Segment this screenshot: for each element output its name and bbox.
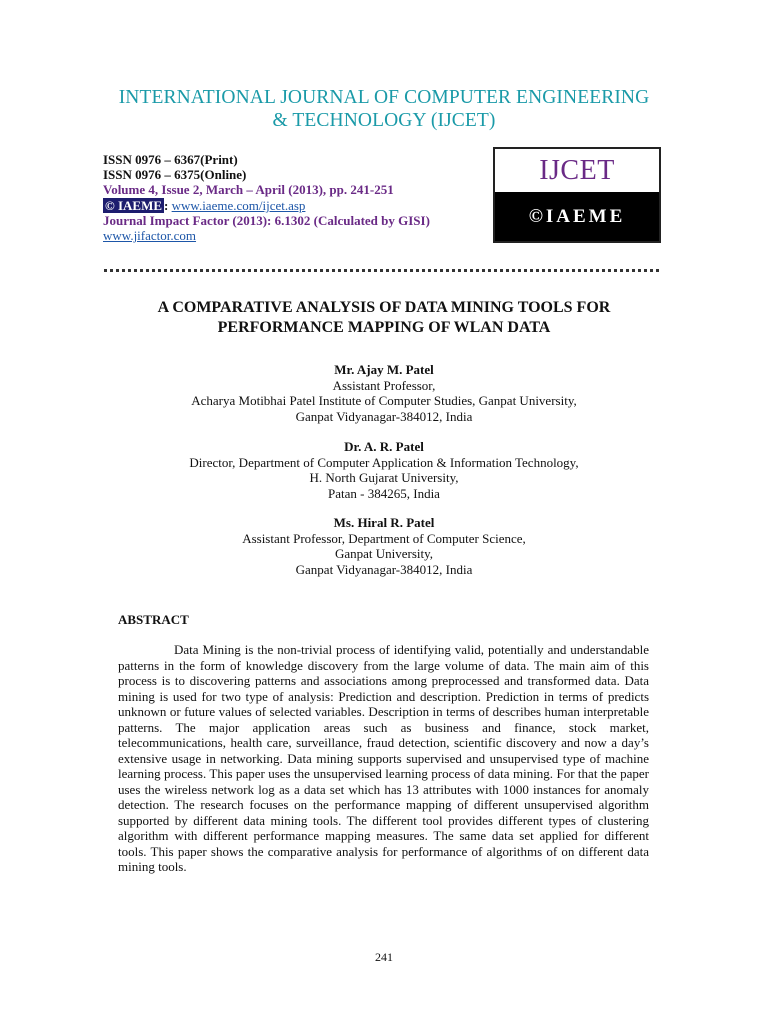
- impact-factor: Journal Impact Factor (2013): 6.1302 (Calculated by GISI): [103, 212, 430, 228]
- issn-block: [103, 152, 430, 243]
- iaeme-line: [103, 198, 430, 213]
- ijcet-logo: [493, 147, 661, 243]
- author-affiliation-line: Acharya Motibhai Patel Institute of Computer Studies, Ganpat University,: [191, 393, 577, 409]
- author-affiliation-line: Assistant Professor,: [332, 377, 436, 393]
- iaeme-tag: © IAEME: [105, 197, 163, 213]
- logo-bottom-text: ©IAEME: [495, 192, 659, 241]
- volume-info: Volume 4, Issue 2, March – April (2013), pp. 241-251: [103, 182, 394, 198]
- journal-title-line-2: & TECHNOLOGY (IJCET): [272, 110, 496, 131]
- logo-top-text: IJCET: [539, 155, 615, 186]
- author-name: Dr. A. R. Patel: [344, 439, 424, 454]
- author-affiliation-line: Ganpat Vidyanagar-384012, India: [295, 561, 473, 577]
- author-2: [0, 439, 768, 501]
- iaeme-separator: :: [164, 197, 172, 213]
- author-3: [0, 515, 768, 577]
- author-affiliation-line: Patan - 384265, India: [328, 485, 440, 501]
- abstract-heading: ABSTRACT: [118, 612, 189, 627]
- author-name: Ms. Hiral R. Patel: [333, 515, 435, 530]
- paper-title-line-1: A COMPARATIVE ANALYSIS OF DATA MINING TOOLS FOR: [157, 299, 611, 316]
- author-affiliation-line: Director, Department of Computer Application & Information Technology,: [189, 454, 579, 470]
- author-affiliation-line: Assistant Professor, Department of Computer Science,: [242, 530, 526, 546]
- author-name: Mr. Ajay M. Patel: [334, 362, 434, 377]
- issn-print: ISSN 0976 – 6367(Print): [103, 152, 238, 167]
- abstract-body: Data Mining is the non-trivial process of identifying valid, potentially and understandable patterns in the form of knowledge discovery from the large volume of data. The main aim of this process is to discovering patterns and associations among preprocessed and transformed data. Data mining is used for two type of analysis: Prediction and description. Prediction in terms of predicts unknown or future values of selected variables. Description in terms of describes human interpretable patterns. The major application areas such as business and finance, stock market, telecommunications, health care, surveillance, fraud detection, scientific discovery and now a day’s extensive usage in networking. Data mining supports supervised and unsupervised type of machine learning process. This paper uses the unsupervised learning process of data mining. For that the paper uses the wireless network log as a data set which has 13 attributes with 1000 instances for anomaly detection. The research focuses on the performance mapping of different unsupervised algorithm supported by different data mining tools. The different tool provides different types of clustering algorithm with different performance mapping measures. The same data set applied for different tools. This paper shows the comparative analysis for performance of algorithms of on different data mining tools.: [118, 642, 649, 874]
- issn-online: ISSN 0976 – 6375(Online): [103, 167, 247, 183]
- paper-title-line-2: PERFORMANCE MAPPING OF WLAN DATA: [217, 319, 551, 336]
- author-affiliation-line: Ganpat Vidyanagar-384012, India: [295, 408, 473, 424]
- jifactor-link[interactable]: www.jifactor.com: [103, 228, 197, 244]
- dotted-divider: [104, 269, 659, 275]
- author-1: [0, 362, 768, 424]
- journal-title: [0, 86, 768, 132]
- author-affiliation-line: Ganpat University,: [334, 546, 434, 562]
- journal-title-line-1: INTERNATIONAL JOURNAL OF COMPUTER ENGINEERING: [118, 87, 650, 108]
- paper-title: [0, 298, 768, 338]
- iaeme-link[interactable]: www.iaeme.com/ijcet.asp: [171, 197, 306, 213]
- page-number: 241: [375, 950, 393, 964]
- author-affiliation-line: H. North Gujarat University,: [309, 470, 459, 486]
